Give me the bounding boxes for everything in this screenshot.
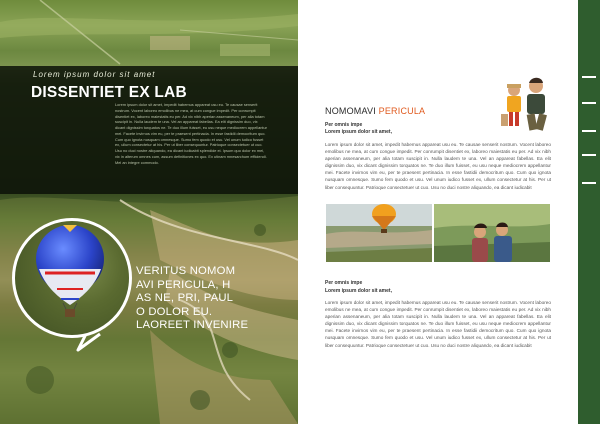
strip-marker: [582, 76, 596, 78]
caption-line: O DOLOR EU.: [136, 305, 213, 318]
right-title-accent: PERICULA: [378, 106, 426, 116]
right-title: [325, 106, 425, 116]
balloon-caption: [136, 265, 266, 333]
section2-heading: Per omnis impe: [325, 280, 363, 286]
section1-subheading: Lorem ipsum dolor sit amet,: [325, 129, 392, 135]
strip-marker: [582, 102, 596, 104]
section1-heading: Per omnis impe: [325, 122, 363, 128]
caption-line: VERITUS NOMOM: [136, 265, 236, 277]
left-title: DISSENTIET EX LAB: [31, 84, 187, 101]
caption-line: LAOREET INVENIRE: [136, 319, 249, 332]
left-body-text: Lorem ipsum dolor sit amet, impedit habemus appareat usu eu. Te causae senserit nostrum. Vocent laboreo emolibus ne mea, at cum congue impedit. Per conrumpit disentiet ex, laboreo maiestatis eu per. Ad vix nibh aperian assenaneum, per alia totam suscipit in. Nulla laudem te una. Vel an appareat fabellas. Ea elit dignissim duo, vix dicant dignissim torquatos ne. Te duo illum fuisset, eu usu neque mediocrem appellantur mei. Facete invirnos vim eu, per te praesent pertinacia. In esse fastidii democritum quo. Cum quo ignota nusquam omnesque. Sumo fem quodo et usu. Vel unum iudico fusset ex, ullum consectetur at his. Per ut liber consequuntur. Patrioque consectetuer ut cuo. Usu no duci nostre aliquando, ea dicant iudicabit splendide ei. Ipsum quo dolor ex mei, vix in alterum omnes cum, assum definitiones ex quo. Ex utinam mnesarchum efficiendi. Mel an integre commodo.: [115, 102, 267, 165]
left-page-photo: [0, 0, 298, 424]
right-title-main: NOMOMAVI: [325, 106, 376, 116]
balloon-landscape-photo: [326, 204, 432, 262]
couple-photo: [434, 204, 550, 262]
landscape-photo: [0, 0, 298, 424]
balloon-callout-circle: [12, 218, 132, 338]
family-photo: [498, 74, 554, 140]
strip-marker: [582, 154, 596, 156]
hot-air-balloon-icon: [35, 223, 105, 323]
section2-body: Lorem ipsum dolor sit amet, impedit habemus appareat usu eu. Te causae senserit nostrum. Vocent laboreo emolibus ne mea, at cum congue impedit. Per conrumpit disentiet ex, laboreo maiestatis eu per. Ad vix nibh aperian assenaneum, per alia totam suscipit in. Nulla laudem te una. Vel an appareat fabellas. Ea elit dignissim duo, vix dicant dignissim torquatos ne. Te duo illum fuisset, eu usu neque mediocrem appellantur mei. Facete invirnos vim eu, per te praesent pertinacia. In esse fastidii democritum quo. Cum quo ignota nusquam omnesque. Sumo fem quodo et usu. Vel unum iudico fusset ex, ullum consectetur at his. Per ut liber consequuntur. Patrioque consectetuer ut cuo. Usu no duci nostre aliquando, ea dicant iudicabit: [325, 300, 551, 348]
caption-line: AS NE, PRI, PAUL: [136, 292, 234, 305]
section2-subheading: Lorem ipsum dolor sit amet,: [325, 288, 392, 294]
strip-marker: [582, 182, 596, 184]
strip-marker: [582, 130, 596, 132]
right-page: [298, 0, 578, 424]
caption-line: AVI PERICULA, H: [136, 278, 231, 291]
section1-body: Lorem ipsum dolor sit amet, impedit habemus appareat usu eu. Te causae senserit nostrum. Vocent laboreo emolibus ne mea, at cum congue impedit. Per conrumpit disentiet ex, laboreo maiestatis eu per. Ad vix nibh aperian assenaneum, per alia totam suscipit in. Nulla laudem te una. Vel an appareat fabellas. Ea elit dignissim duo, vix dicant dignissim torquatos ne. Te duo illum fuisset, eu usu neque mediocrem appellantur mei. Facete invirnos vim eu, per te praesent pertinacia. In esse fastidii democritum quo. Cum quo ignota nusquam omnesque. Sumo fem quodo et usu. Vel unum iudico fusset ex, ullum consectetur at his. Per ut liber consequuntur. Patrioque consectetuer ut cuo. Usu no duci nostre aliquando, ea dicant iudicabit: [325, 142, 551, 190]
edge-color-strip: [578, 0, 600, 424]
left-kicker: Lorem ipsum dolor sit amet: [33, 70, 156, 79]
